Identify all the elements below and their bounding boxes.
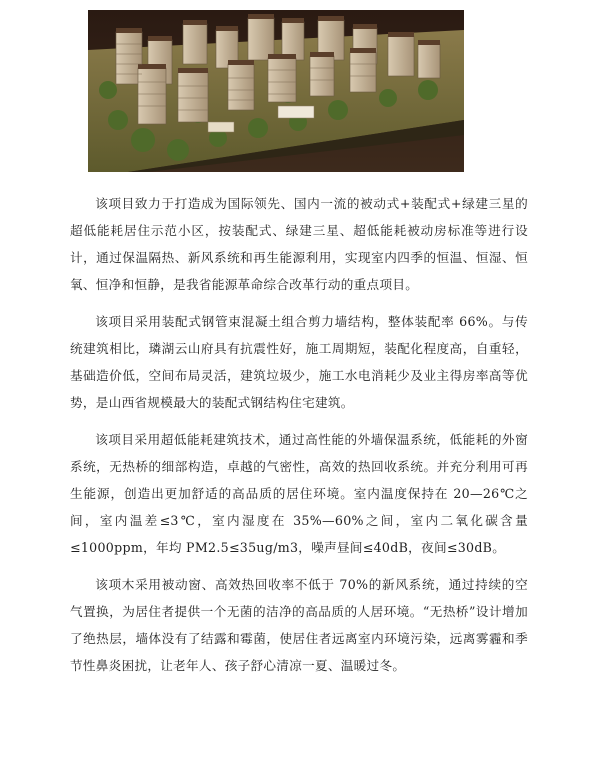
paragraph-4: 该项木采用被动窗、高效热回收率不低于 70%的新风系统，通过持续的空气置换，为居住者提供一个无菌的洁净的高品质的人居环境。“无热桥”设计增加了绝热层，墙体没有了结露和霉菌，使居住者远离室内环境污染，远离雾霾和季节性鼻炎困扰，让老年人、孩子舒心清凉一夏、温暖过冬。 — [70, 577, 528, 673]
article-body — [70, 190, 528, 689]
paragraph-3: 该项目采用超低能耗建筑技术，通过高性能的外墙保温系统，低能耗的外窗系统，无热桥的细部构造，卓越的气密性，高效的热回收系统。并充分利用可再生能源，创造出更加舒适的高品质的居住环境。室内温度保持在 20—26℃之间，室内温差≤3℃，室内湿度在 35%—60%之间，室内二氧化碳含量≤1000ppm，年均 PM2.5≤35ug/m3，噪声昼间≤40dB，夜间≤30dB。 — [70, 432, 528, 555]
paragraph-2: 该项目采用装配式钢管束混凝土组合剪力墙结构，整体装配率 66%。与传统建筑相比，璘湖云山府具有抗震性好，施工周期短，装配化程度高，自重轻，基础造价低，空间布局灵活，建筑垃圾少，施工水电消耗少及业主得房率高等优势，是山西省规模最大的装配式钢结构住宅建筑。 — [70, 314, 528, 410]
architectural-model-photo — [88, 10, 464, 172]
paragraph-1: 该项目致力于打造成为国际领先、国内一流的被动式+装配式+绿建三星的超低能耗居住示范小区，按装配式、绿建三星、超低能耗被动房标准等进行设计，通过保温隔热、新风系统和再生能源利用，实现室内四季的恒温、恒湿、恒氧、恒净和恒静，是我省能源革命综合改革行动的重点项目。 — [70, 196, 528, 292]
